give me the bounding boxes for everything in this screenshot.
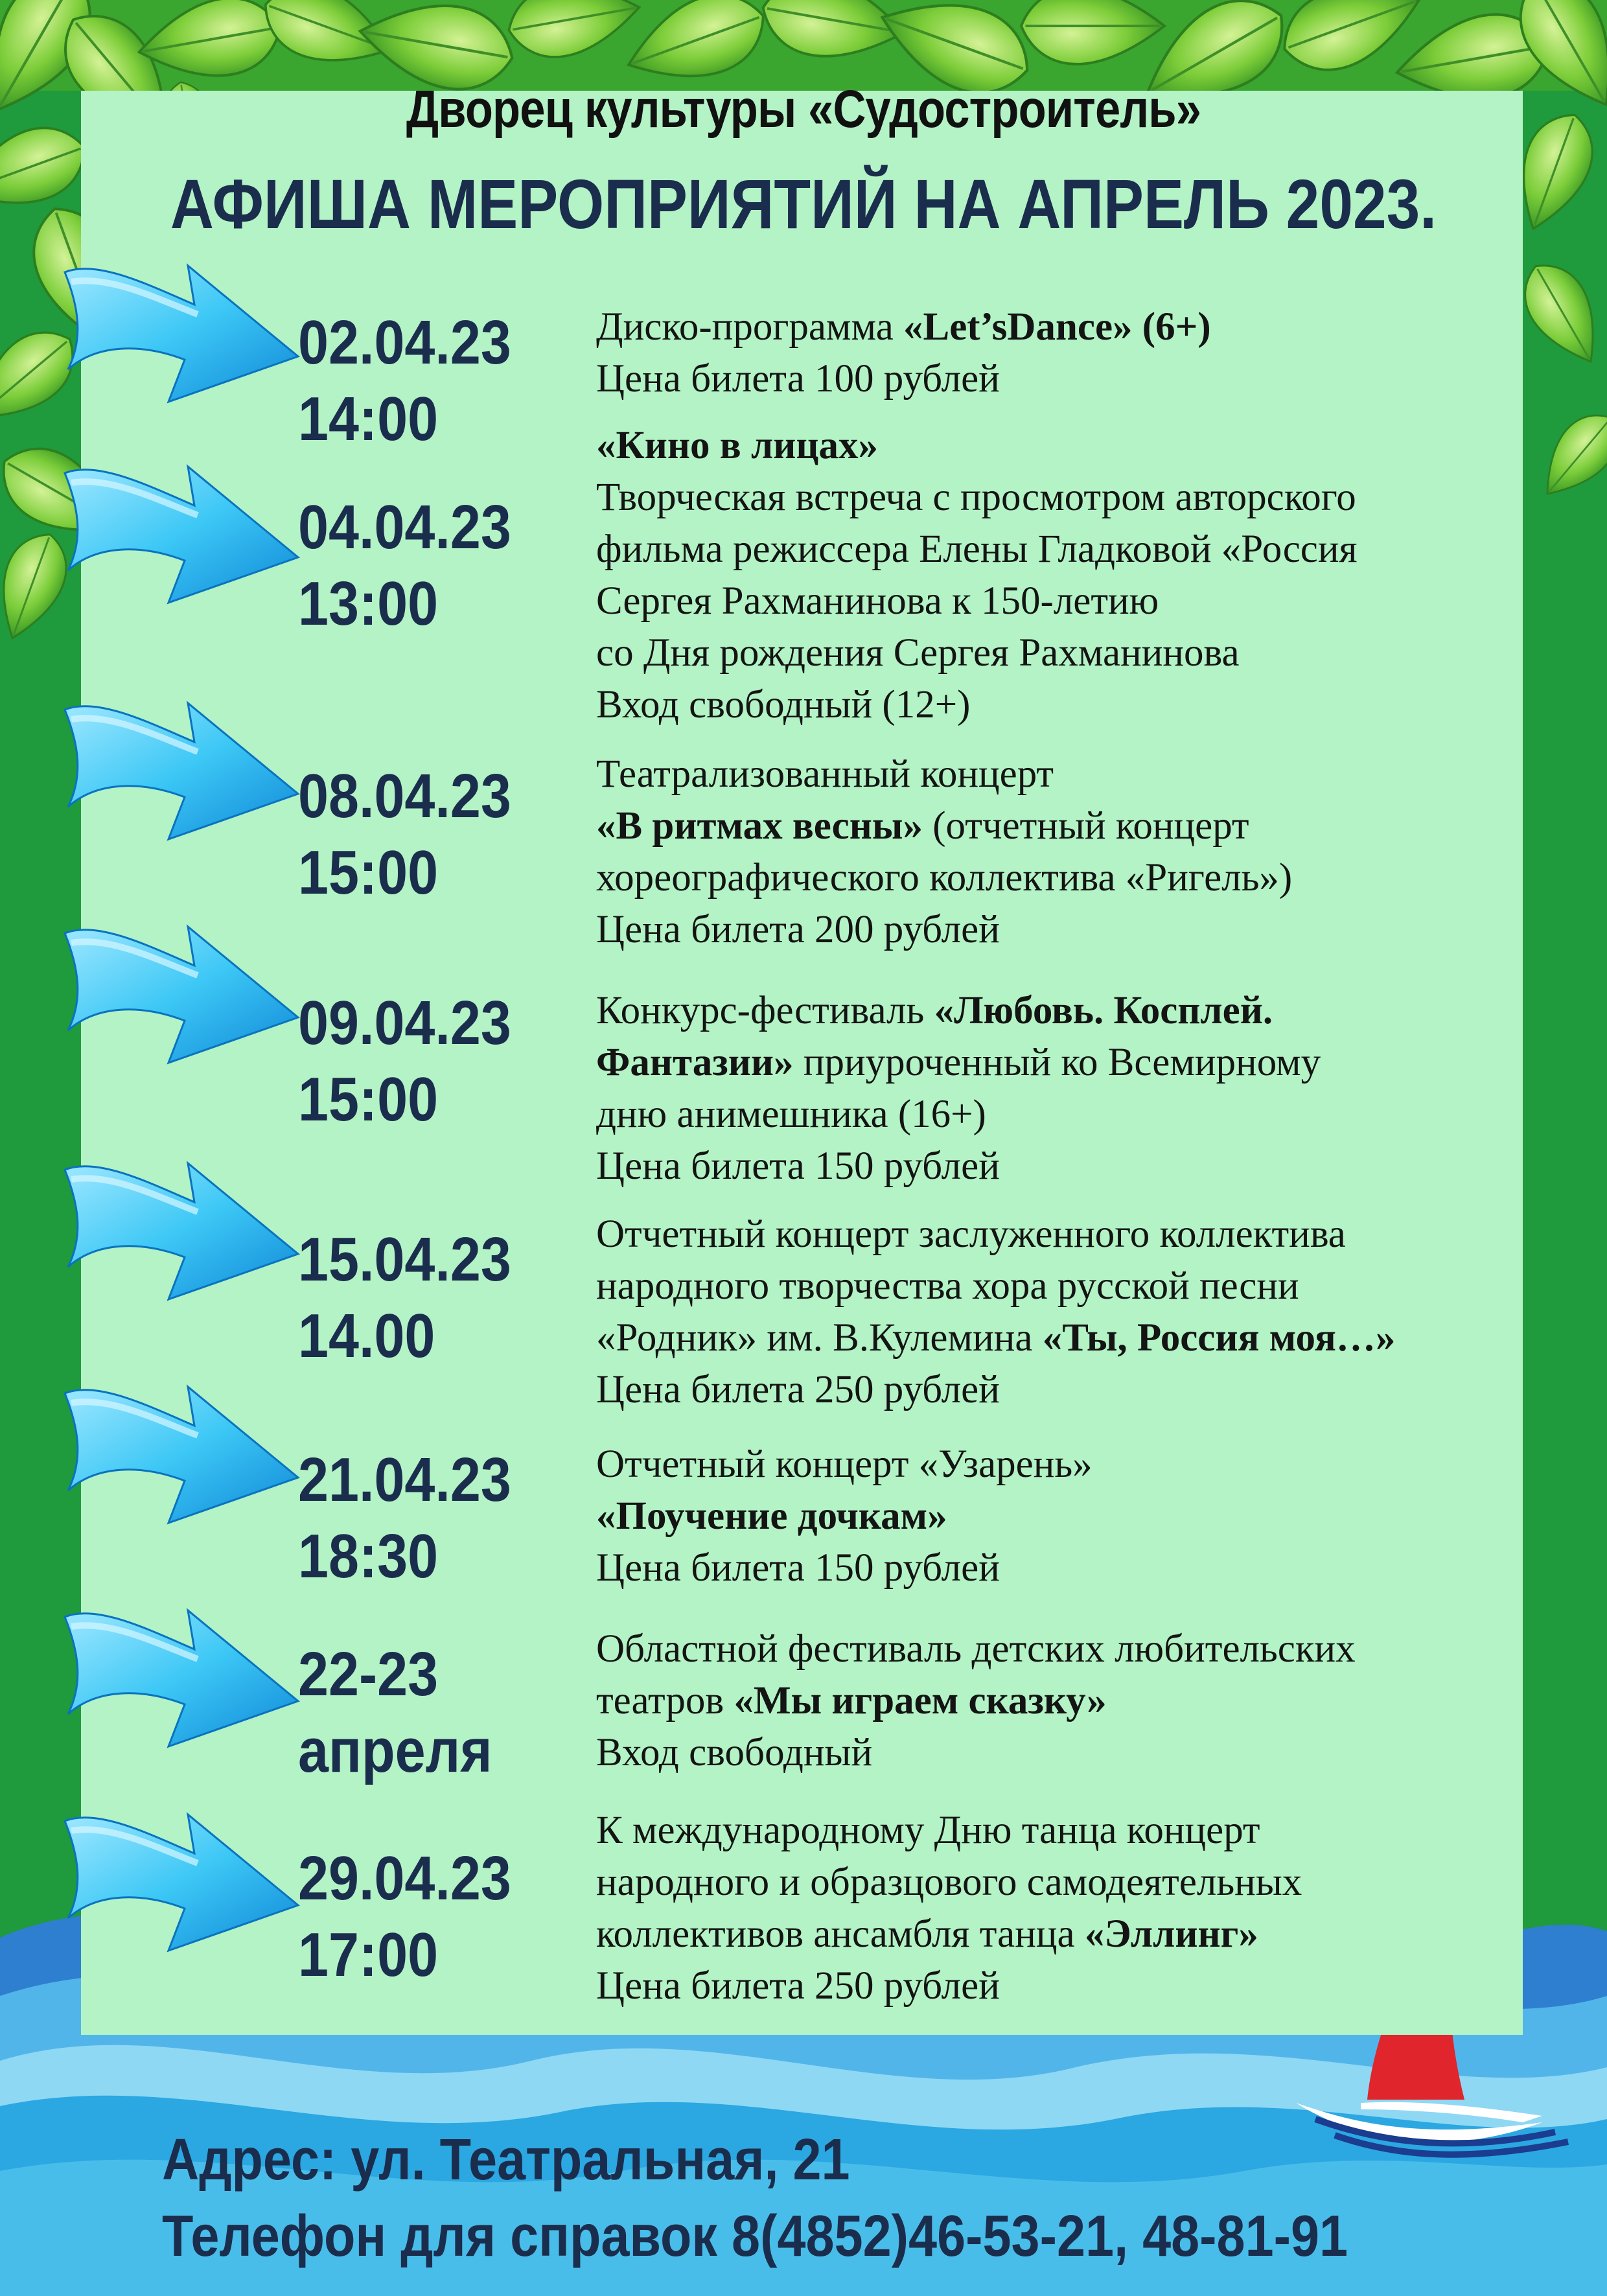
description-line	[596, 985, 1555, 1037]
highlighted-text: «В ритмах весны»	[596, 804, 923, 848]
highlighted-text: «Кино в лицах»	[596, 424, 878, 467]
text-segment: «Родник» им. В.Кулемина	[596, 1316, 1043, 1360]
text-segment: Областной фестиваль детских любительских	[596, 1627, 1356, 1671]
description-line	[596, 679, 1555, 731]
description-line	[596, 524, 1555, 575]
description-line	[596, 1675, 1555, 1727]
text-segment: со Дня рождения Сергея Рахманинова	[596, 631, 1240, 675]
description-line	[596, 1209, 1555, 1260]
event-description	[596, 1439, 1555, 1594]
text-segment: Отчетный концерт «Узарень»	[596, 1443, 1093, 1486]
text-segment: Вход свободный (12+)	[596, 683, 971, 726]
event-time: апреля	[298, 1716, 492, 1785]
description-line	[596, 1364, 1555, 1416]
event-time: 15:00	[298, 1065, 439, 1134]
text-segment: Цена билета 150 рублей	[596, 1546, 1000, 1590]
event-date-time	[298, 1442, 511, 1595]
blue-arrow-icon	[58, 684, 305, 846]
description-line	[596, 420, 1555, 472]
event-date: 22-23	[298, 1640, 439, 1709]
text-segment: Диско-программа	[596, 305, 904, 349]
text-segment: Цена билета 150 рублей	[596, 1144, 1000, 1188]
text-segment: (отчетный концерт	[922, 804, 1249, 848]
blue-arrow-icon	[58, 1795, 305, 1957]
description-line	[596, 748, 1555, 800]
event-date-time	[298, 758, 511, 911]
description-line	[596, 1439, 1555, 1490]
page-title: АФИША МЕРОПРИЯТИЙ НА АПРЕЛЬ 2023.	[170, 165, 1437, 243]
address-line: Адрес: ул. Театральная, 21	[162, 2128, 850, 2192]
text-segment: К международному Дню танца концерт	[596, 1809, 1260, 1852]
text-segment: театров	[596, 1679, 734, 1722]
event-description	[596, 1805, 1555, 2012]
text-segment: дню анимешника (16+)	[596, 1093, 986, 1136]
highlighted-text: «Let’sDance» (6+)	[903, 305, 1211, 349]
description-line	[596, 1089, 1555, 1141]
event-description	[596, 985, 1555, 1192]
event-date: 21.04.23	[298, 1445, 511, 1514]
description-line	[596, 1260, 1555, 1312]
text-segment: народного и образцового самодеятельных	[596, 1861, 1302, 1904]
description-line	[596, 1805, 1555, 1857]
text-segment: Конкурс-фестиваль	[596, 989, 934, 1032]
event-time: 15:00	[298, 838, 439, 907]
highlighted-text: «Мы играем сказку»	[734, 1679, 1107, 1722]
event-date: 15.04.23	[298, 1225, 511, 1294]
text-segment: Отчетный концерт заслуженного коллектива	[596, 1212, 1346, 1256]
text-segment: Цена билета 200 рублей	[596, 908, 1000, 951]
event-date-time	[298, 1636, 492, 1789]
description-line	[596, 1542, 1555, 1594]
description-line	[596, 353, 1555, 405]
text-segment: Творческая встреча с просмотром авторского	[596, 476, 1356, 519]
description-line	[596, 627, 1555, 679]
description-line	[596, 301, 1555, 353]
event-time: 17:00	[298, 1920, 439, 1989]
event-description	[596, 420, 1555, 731]
event-time: 18:30	[298, 1522, 439, 1591]
text-segment: Театрализованный концерт	[596, 752, 1054, 796]
phone-line: Телефон для справок 8(4852)46-53-21, 48-81-91	[162, 2204, 1348, 2269]
description-line	[596, 852, 1555, 904]
description-line	[596, 1960, 1555, 2012]
highlighted-text: «Любовь. Косплей.	[934, 989, 1273, 1032]
description-line	[596, 904, 1555, 956]
highlighted-text: «Поучение дочкам»	[596, 1494, 947, 1538]
event-date: 08.04.23	[298, 761, 511, 831]
blue-arrow-icon	[58, 1367, 305, 1529]
blue-arrow-icon	[58, 907, 305, 1069]
event-description	[596, 748, 1555, 956]
description-line	[596, 1312, 1555, 1364]
text-segment: Цена билета 250 рублей	[596, 1368, 1000, 1411]
event-date: 04.04.23	[298, 493, 511, 562]
event-time: 14:00	[298, 384, 439, 454]
description-line	[596, 1623, 1555, 1675]
description-line	[596, 575, 1555, 627]
event-date: 29.04.23	[298, 1844, 511, 1913]
description-line	[596, 1727, 1555, 1779]
event-date-time	[298, 489, 511, 642]
blue-arrow-icon	[58, 246, 305, 408]
highlighted-text: Фантазии»	[596, 1041, 794, 1084]
text-segment: коллективов ансамбля танца	[596, 1912, 1085, 1956]
event-date: 02.04.23	[298, 308, 511, 377]
description-line	[596, 472, 1555, 524]
description-line	[596, 1141, 1555, 1192]
text-segment: приуроченный ко Всемирному	[793, 1041, 1321, 1084]
text-segment: Сергея Рахманинова к 150-летию	[596, 579, 1159, 623]
description-line	[596, 1908, 1555, 1960]
event-time: 14.00	[298, 1301, 435, 1371]
event-date-time	[298, 305, 511, 458]
event-description	[596, 1209, 1555, 1416]
text-segment: Цена билета 100 рублей	[596, 357, 1000, 400]
description-line	[596, 1490, 1555, 1542]
text-segment: хореографического коллектива «Ригель»)	[596, 856, 1293, 899]
event-description	[596, 301, 1555, 405]
event-date-time	[298, 1222, 511, 1374]
event-time: 13:00	[298, 569, 439, 638]
blue-arrow-icon	[58, 447, 305, 609]
event-description	[596, 1623, 1555, 1779]
blue-arrow-icon	[58, 1591, 305, 1753]
event-date-time	[298, 1840, 511, 1993]
event-date: 09.04.23	[298, 988, 511, 1058]
highlighted-text: «Ты, Россия моя…»	[1042, 1316, 1396, 1360]
description-line	[596, 1037, 1555, 1089]
description-line	[596, 800, 1555, 852]
event-date-time	[298, 985, 511, 1138]
venue-title: Дворец культуры «Судостроитель»	[406, 80, 1201, 139]
highlighted-text: «Эллинг»	[1084, 1912, 1258, 1956]
text-segment: фильма режиссера Елены Гладковой «Россия	[596, 528, 1358, 571]
text-segment: Цена билета 250 рублей	[596, 1964, 1000, 2008]
text-segment: народного творчества хора русской песни	[596, 1264, 1299, 1308]
text-segment: Вход свободный	[596, 1731, 873, 1774]
blue-arrow-icon	[58, 1144, 305, 1306]
description-line	[596, 1857, 1555, 1908]
